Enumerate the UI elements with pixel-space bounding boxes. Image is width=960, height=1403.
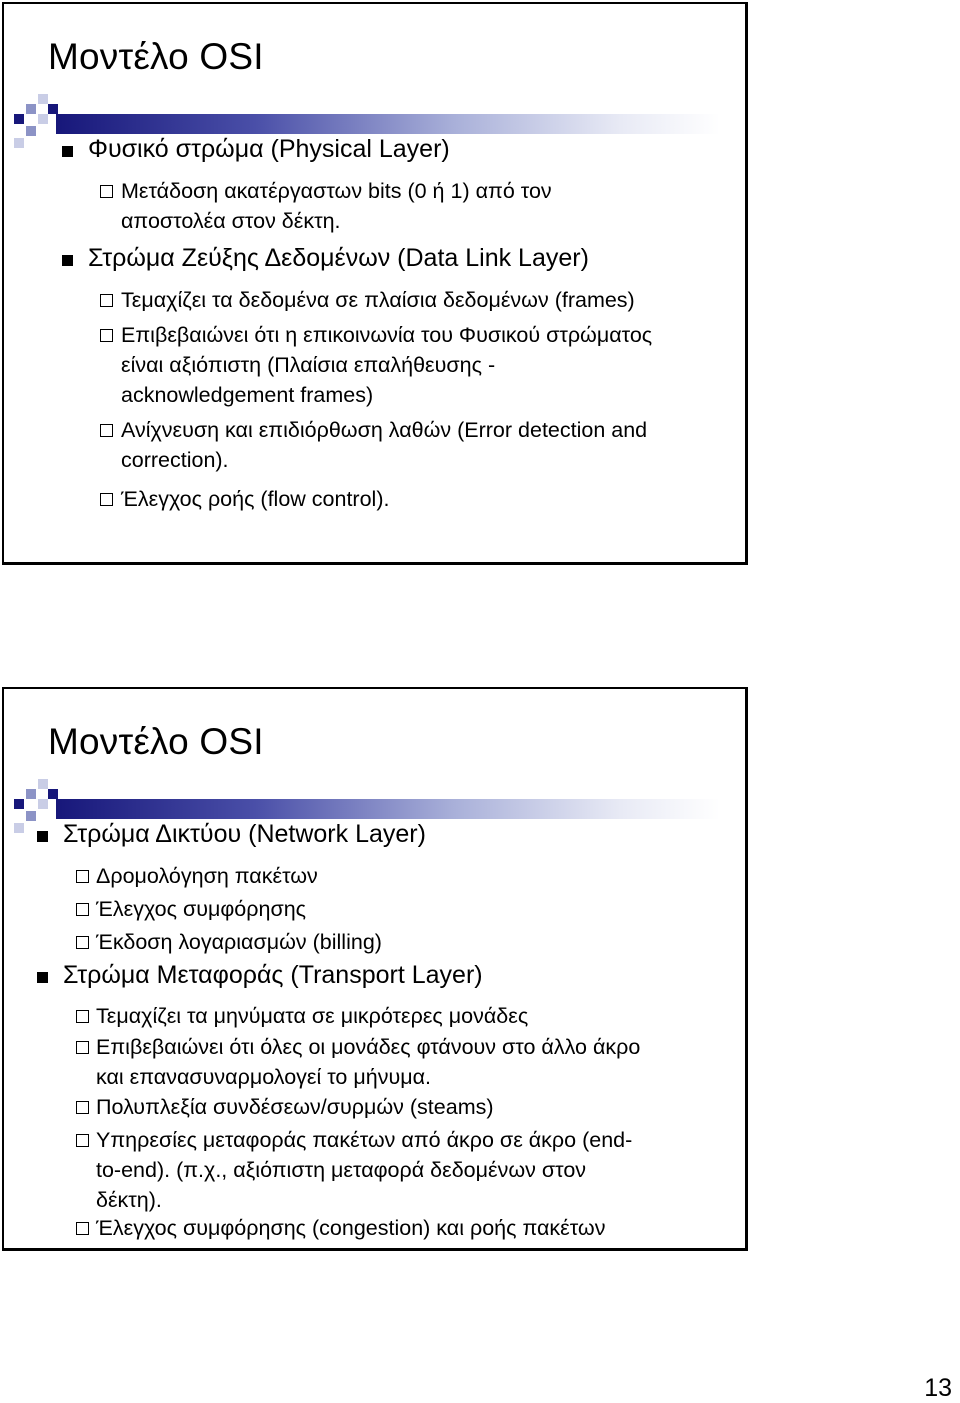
hollow-square-icon	[100, 294, 113, 307]
decor-square-icon	[38, 94, 48, 104]
bullet-line: Επιβεβαιώνει ότι όλες οι μονάδες φτάνουν στο άλλο άκρο	[96, 1035, 641, 1059]
bullet-line: Μετάδοση ακατέργαστων bits (0 ή 1) από τον	[121, 179, 552, 203]
bullet-item	[121, 285, 635, 315]
hollow-square-icon	[76, 1010, 89, 1023]
bullet-line: to-end). (π.χ., αξιόπιστη μεταφορά δεδομένων στον	[96, 1158, 587, 1182]
hollow-square-icon	[100, 185, 113, 198]
bullet-heading	[88, 244, 589, 273]
hollow-square-icon	[76, 903, 89, 916]
bullet-item	[96, 1092, 494, 1122]
bullet-line: Δρομολόγηση πακέτων	[96, 864, 318, 888]
title-underline-bar	[56, 799, 720, 819]
bullet-item	[96, 1001, 528, 1031]
decor-square-icon	[26, 126, 36, 136]
decor-square-icon	[14, 799, 24, 809]
bullet-item	[121, 320, 652, 410]
decor-square-icon	[48, 789, 58, 799]
decor-square-icon	[26, 789, 36, 799]
slide-decoration	[4, 689, 750, 759]
bullet-line: Στρώμα Ζεύξης Δεδομένων (Data Link Layer)	[88, 244, 589, 272]
hollow-square-icon	[76, 1222, 89, 1235]
decor-square-icon	[38, 799, 48, 809]
bullet-line: Στρώμα Μεταφοράς (Transport Layer)	[63, 961, 483, 989]
hollow-square-icon	[76, 1101, 89, 1114]
bullet-line: Έκδοση λογαριασμών (billing)	[96, 930, 382, 954]
filled-square-icon	[62, 255, 73, 266]
slide-2	[2, 687, 748, 1251]
bullet-line: Πολυπλεξία συνδέσεων/συρμών (steams)	[96, 1095, 494, 1119]
decor-square-icon	[14, 823, 24, 833]
bullet-item	[96, 894, 306, 924]
bullet-line: είναι αξιόπιστη (Πλαίσια επαλήθευσης -	[121, 353, 496, 377]
slide-decoration	[4, 4, 750, 74]
hollow-square-icon	[76, 1041, 89, 1054]
decor-square-icon	[26, 104, 36, 114]
bullet-heading	[88, 135, 450, 164]
page-number: 13	[924, 1374, 952, 1402]
filled-square-icon	[37, 972, 48, 983]
bullet-line: Έλεγχος ροής (flow control).	[121, 487, 390, 511]
hollow-square-icon	[100, 493, 113, 506]
decor-square-icon	[38, 779, 48, 789]
hollow-square-icon	[100, 329, 113, 342]
bullet-line: correction).	[121, 448, 229, 472]
bullet-item	[121, 415, 647, 475]
bullet-item	[96, 861, 318, 891]
hollow-square-icon	[100, 424, 113, 437]
bullet-line: Έλεγχος συμφόρησης (congestion) και ροής πακέτων	[96, 1216, 606, 1240]
slide-title: Μοντέλο OSI	[48, 36, 264, 77]
decor-square-icon	[14, 114, 24, 124]
decor-square-icon	[38, 114, 48, 124]
bullet-line: Επιβεβαιώνει ότι η επικοινωνία του Φυσικού στρώματος	[121, 323, 653, 347]
hollow-square-icon	[76, 1134, 89, 1147]
bullet-line: δέκτη).	[96, 1188, 162, 1212]
decor-square-icon	[14, 138, 24, 148]
filled-square-icon	[62, 146, 73, 157]
bullet-item	[121, 176, 552, 236]
bullet-heading	[63, 820, 426, 849]
title-underline-bar	[56, 114, 720, 134]
slide-1	[2, 2, 748, 565]
bullet-line: Ανίχνευση και επιδιόρθωση λαθών (Error detection and	[121, 418, 648, 442]
decor-square-icon	[48, 104, 58, 114]
decor-square-icon	[26, 811, 36, 821]
bullet-line: Φυσικό στρώμα (Physical Layer)	[88, 135, 450, 163]
bullet-line: Τεμαχίζει τα δεδομένα σε πλαίσια δεδομένων (frames)	[121, 288, 635, 312]
hollow-square-icon	[76, 870, 89, 883]
bullet-line: Τεμαχίζει τα μηνύματα σε μικρότερες μονάδες	[96, 1004, 529, 1028]
bullet-item	[96, 1032, 640, 1092]
bullet-heading	[63, 961, 483, 990]
hollow-square-icon	[76, 936, 89, 949]
bullet-line: Έλεγχος συμφόρησης	[96, 897, 307, 921]
filled-square-icon	[37, 831, 48, 842]
bullet-line: Υπηρεσίες μεταφοράς πακέτων από άκρο σε άκρο (end-	[96, 1128, 633, 1152]
bullet-line: αποστολέα στον δέκτη.	[121, 209, 341, 233]
bullet-item	[121, 484, 389, 514]
bullet-item	[96, 927, 382, 957]
bullet-line: acknowledgement frames)	[121, 383, 374, 407]
bullet-line: Στρώμα Δικτύου (Network Layer)	[63, 820, 426, 848]
bullet-item	[96, 1213, 605, 1243]
slide-title: Μοντέλο OSI	[48, 721, 264, 762]
bullet-item	[96, 1125, 632, 1215]
bullet-line: και επανασυναρμολογεί το μήνυμα.	[96, 1065, 431, 1089]
